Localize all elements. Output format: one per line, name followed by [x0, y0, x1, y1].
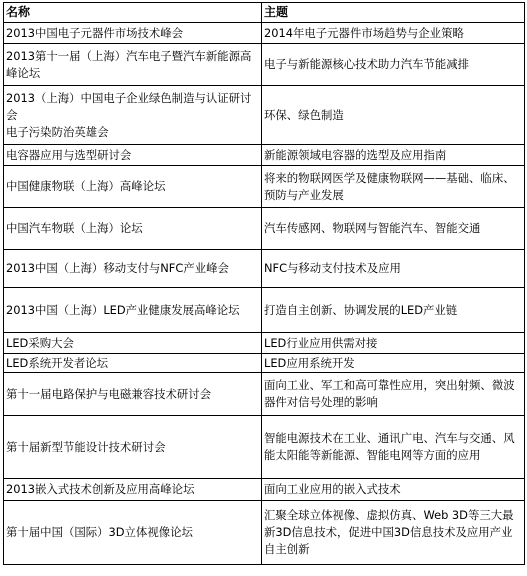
table-row — [4, 250, 525, 288]
row-name — [4, 250, 262, 288]
table-row — [4, 373, 525, 416]
row-name — [4, 86, 262, 145]
row-name-text: 第十一届电路保护与电磁兼容技术研讨会 — [6, 386, 212, 401]
row-topic-text: 面向工业、军工和高可靠性应用，突出射频、微波器件对信号处理的影响 — [264, 378, 515, 409]
row-topic — [262, 288, 525, 333]
row-topic — [262, 354, 525, 373]
row-name-text: LED系统开发者论坛 — [6, 355, 109, 370]
row-name — [4, 416, 262, 479]
row-name — [4, 44, 262, 86]
row-name — [4, 333, 262, 354]
row-name — [4, 354, 262, 373]
table-row — [4, 166, 525, 208]
row-name — [4, 23, 262, 44]
row-topic-text: 2014年电子元器件市场趋势与企业策略 — [264, 25, 464, 40]
row-topic-text: 面向工业应用的嵌入式技术 — [264, 482, 401, 496]
row-topic — [262, 166, 525, 208]
conference-table — [3, 2, 525, 565]
row-name-text: 2013第十一届（上海）汽车电子暨汽车新能源高峰论坛 — [6, 48, 252, 80]
table-row — [4, 23, 525, 44]
row-name — [4, 501, 262, 565]
row-topic-text: 将来的物联网医学及健康物联网——基础、临床、预防与产业发展 — [264, 170, 515, 202]
row-name — [4, 145, 262, 166]
table-header-row — [4, 3, 525, 23]
row-topic — [262, 501, 525, 565]
row-topic-text: LED应用系统开发 — [264, 355, 355, 370]
row-topic-text: 汽车传感网、物联网与智能汽车、智能交通 — [264, 221, 481, 235]
row-name — [4, 373, 262, 416]
row-name — [4, 288, 262, 333]
row-topic — [262, 250, 525, 288]
row-name-text: 第十届新型节能设计技术研讨会 — [6, 439, 166, 454]
row-topic — [262, 23, 525, 44]
row-topic — [262, 479, 525, 501]
row-name — [4, 479, 262, 501]
row-name-text: 中国健康物联（上海）高峰论坛 — [6, 179, 166, 193]
row-name-text: 2013中国（上海）移动支付与NFC产业峰会 — [6, 261, 229, 275]
table-row — [4, 354, 525, 373]
table-row — [4, 501, 525, 565]
table-row — [4, 416, 525, 479]
header-topic: 主题 — [262, 3, 525, 23]
row-topic-text: NFC与移动支付技术及应用 — [264, 261, 401, 275]
row-topic — [262, 373, 525, 416]
row-topic — [262, 208, 525, 250]
row-topic-text: 汇聚全球立体视像、虚拟仿真、Web 3D等三大最新3D信息技术，促进中国3D信息技术及应用产业自主创新 — [264, 508, 514, 556]
row-name-text: 2013中国电子元器件市场技术峰会 — [6, 25, 184, 40]
header-name: 名称 — [4, 3, 262, 23]
row-name-text: 2013（上海）中国电子企业绿色制造与认证研讨会 电子污染防治英雄会 — [6, 90, 252, 139]
row-topic — [262, 145, 525, 166]
row-name-text: 2013嵌入式技术创新及应用高峰论坛 — [6, 482, 195, 496]
table-row — [4, 86, 525, 145]
row-topic-text: LED行业应用供需对接 — [264, 335, 378, 350]
row-topic-text: 电子与新能源核心技术助力汽车节能减排 — [264, 57, 470, 71]
row-topic-text: 环保、绿色制造 — [264, 107, 344, 122]
row-topic-text: 打造自主创新、协调发展的LED产业链 — [264, 302, 458, 317]
table-row — [4, 479, 525, 501]
row-name — [4, 166, 262, 208]
table-row — [4, 145, 525, 166]
row-name-text: 中国汽车物联（上海）论坛 — [6, 221, 143, 235]
row-name-text: 2013中国（上海）LED产业健康发展高峰论坛 — [6, 302, 240, 317]
row-topic-text: 新能源领域电容器的选型及应用指南 — [264, 147, 447, 162]
row-topic — [262, 333, 525, 354]
table-row — [4, 44, 525, 86]
table-row — [4, 333, 525, 354]
row-name — [4, 208, 262, 250]
row-topic — [262, 416, 525, 479]
row-topic — [262, 86, 525, 145]
row-topic — [262, 44, 525, 86]
table-row — [4, 208, 525, 250]
row-name-text: 第十届中国（国际）3D立体视像论坛 — [6, 525, 193, 539]
row-topic-text: 智能电源技术在工业、通讯广电、汽车与交通、风能太阳能等新能源、智能电网等方面的应用 — [264, 431, 515, 462]
table-row — [4, 288, 525, 333]
row-name-text: 电容器应用与选型研讨会 — [6, 147, 132, 162]
row-name-text: LED采购大会 — [6, 335, 74, 350]
